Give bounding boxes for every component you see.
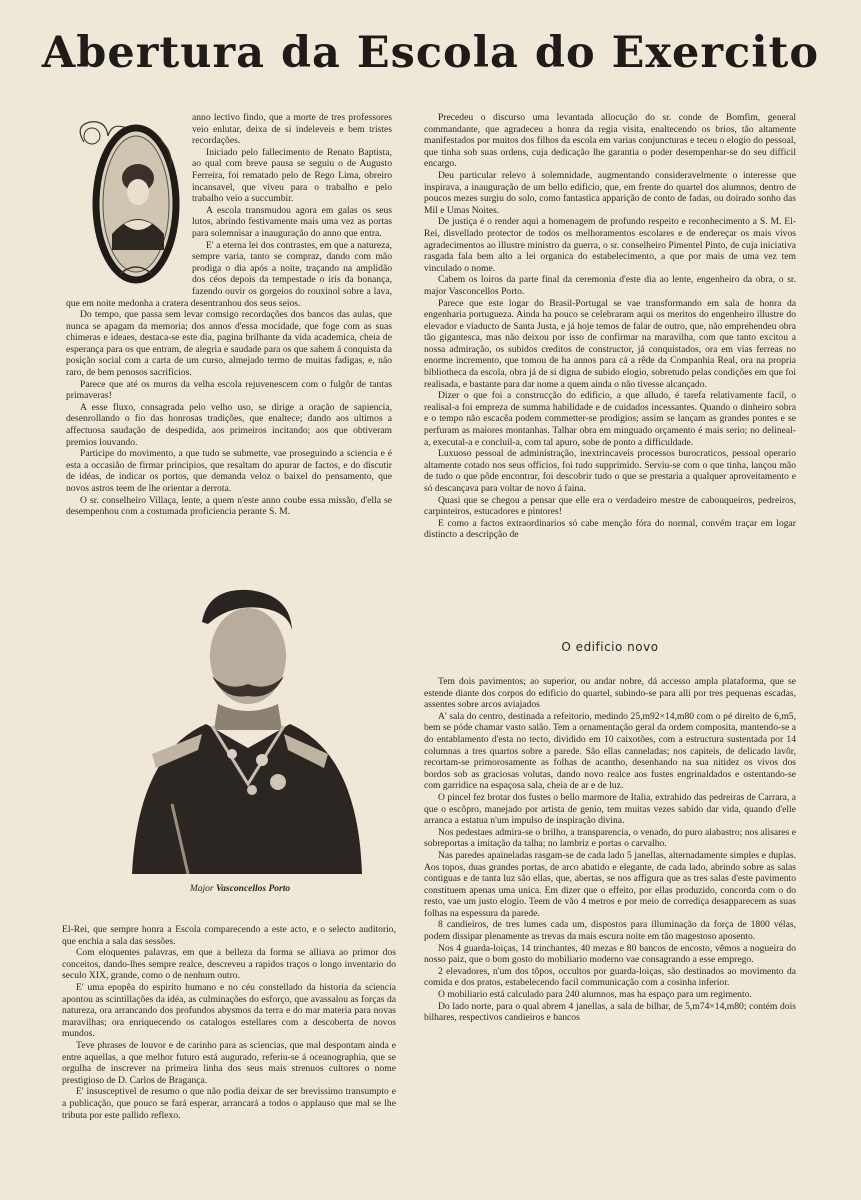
- paragraph: Nas paredes apaineladas rasgam-se de cada lado 5 janellas, alternadamente simples e duplas. Aos topos, duas grandes portas, de arco abatido e elegante, de cada lado, abrindo sobre as salas contiguas e de tanta luz são ellas, que, abertas, se nos affigura que as tres salas d'este pavimento constituem apenas uma unica. Em dizer que o effeito, por ellas produzido, concorda com o do resto, vae um justo elogio. Teem de vão 4 metros e por meio de corrediça desapparecem as suas folhas na espessura da parede.: [424, 849, 796, 919]
- right-column-bottom: [424, 676, 796, 1024]
- major-portrait-photo: [112, 584, 368, 874]
- paragraph: Luxuoso pessoal de administração, inextrincaveis processos burocraticos, pessoal operario altamente cotado nos seus officios, foi tudo supprimido. Serviu-se com o que tinha, lançou mão de tudo o que pôde encontrar, foi descobrir tudo o que se prestaria a qualquer aproveitamento e só descançava para voltar de novo á faina.: [424, 448, 796, 494]
- paragraph: El-Rei, que sempre honra a Escola comparecendo a este acto, e o selecto auditorio, que enchia a sala das sessões.: [62, 924, 396, 947]
- paragraph: O sr. conselheiro Villaça, lente, a quem n'este anno coube essa missão, d'ella se desempenhou com a costumada proficiencia perante S. M.: [66, 494, 392, 518]
- officer-portrait-icon: [112, 584, 368, 874]
- left-column-top: [66, 112, 392, 518]
- photo-caption: [112, 884, 368, 894]
- right-column-top: [424, 112, 796, 541]
- paragraph: A escola transmudou agora em galas os seus lutos, abrindo festivamente mais uma vez as portas para solemnisar a inauguração do anno que entra.: [192, 204, 392, 239]
- paragraph: Parece que este logar do Brasil-Portugal se vae transformando em sala de honra da engenharia portugueza. Ainda ha pouco se celebraram aqui os meritos do engenheiro illustre do elevador e viaducto de Santa Justa, e já hoje temos de falar de outro, que, não emprehendeu obra tão gigantesca, mas não deixou por isso de confirmar na maravilha, com que tanto excitou a nossa admiração, os subidos creditos de constructor, já conquistados, ora em vias ferreas no enorme incremento, que tomou de ha annos para cá a rêde da Companhia Real, ora na propria bibliotheca da escola, obra já de si digna de subido elogio, sobretudo pelas condições em que foi realisada, e bastante para dar nome a quem ainda o não tivesse alcançado.: [424, 297, 796, 390]
- oval-portrait-icon: [66, 112, 186, 284]
- paragraph: 2 elevadores, n'um dos tôpos, occultos por guarda-loiças, são destinados ao movimento da comida e dos pratos, estabelecendo facil communicação com a cosinha inferior.: [424, 965, 796, 989]
- paragraph: O mobiliario está calculado para 240 alumnos, mas ha espaço para um regimento.: [438, 989, 752, 1001]
- section-title: O edificio novo: [561, 640, 659, 654]
- paragraph: 8 candieiros, de tres lumes cada um, dispostos para illuminação da força de 1800 vélas, podem dissipar plenamente as trevas da mais escura noite em tão magestoso aposento.: [424, 919, 796, 943]
- paragraph: Quasi que se chegou a pensar que elle era o verdadeiro mestre de cabouqueiros, pedreiros, carpinteiros, estucadores e pintores!: [424, 494, 796, 518]
- paragraph: E' uma epopêa do espirito humano e no céu constellado da historia da sciencia apontou as scintillações da idéa, as culminações do esforço, que avassalou as forças da natureza, ora arrancando dos profundos abysmos da terra e do mar materia para novas maravilhas; ora enriquecendo os catalogos estellares com a descoberta de novos mundos.: [62, 981, 396, 1040]
- paragraph: De justiça é o render aqui a homenagem de profundo respeito e reconhecimento a S. M. El-Rei, disvellado protector de todos os melhoramentos escolares e de endereçar os mais vivos agradecimentos ao illustre ministro da guerra, o sr. conselheiro Pimentel Pinto, de cuja iniciativa rasgada fala bem alto a lei organica do estabelecimento, a que por mais de uma vez tem vinculado o nome.: [424, 216, 796, 274]
- paragraph: Nos pedestaes admira-se o brilho, a transparencia, o venado, do puro alabastro; nos alisares e sobreportas a imitação da talha; no lambriz e portas o carvalho.: [424, 826, 796, 850]
- paragraph: Deu particular relevo á solemnidade, augmentando consideravelmente o interesse que inspirava, a inauguração de um bello edificio, que, em frente do quartel dos alumnos, dentro de poucos mezes surgiu do solo, como fantastica apparição de conto de fadas, ou doirado sonho das Mil e Umas Noites.: [424, 169, 796, 216]
- paragraph: E' insusceptivel de resumo o que não podia deixar de ser brevissimo transumpto e a publicação, que pouco se fará esperar, arrancará a todos o applauso que mal se lhe tributa por este pallido reflexo.: [62, 1086, 396, 1121]
- paragraph: Precedeu o discurso uma levantada allocução do sr. conde de Bomfim, general commandante, que agradeceu a honra da regia visita, enaltecendo os brios, tão altamente manifestados por muitos dos filhos da escola em varias conjuncturas e teceu o elogio do pessoal, que tinha sob suas ordens, cuja dedicação lhe garantia o poder desempenhar-se do seu difficil encargo.: [424, 112, 796, 170]
- paragraph: Dizer o que foi a construcção do edificio, a que alludo, é tarefa relativamente facil, o realisal-a foi empreza de summa habilidade e de cuidados incessantes. Quando o dinheiro sobra e o tempo não escacêa podem commetter-se prodigios; assim se lançam as grandes pontes e se perfuram as maiores montanhas. Talhar obra em minguado orçamento é mais serio; no delineal-a, executal-a e concluil-a, com tal apuro, sobe de ponto a difficuldade.: [424, 390, 796, 448]
- oval-portrait-illustration: [66, 112, 186, 284]
- paragraph: Cabem os loiros da parte final da ceremonia d'este dia ao lente, engenheiro da obra, o sr. major Vasconcellos Porto.: [424, 274, 796, 297]
- caption-rank: Major: [189, 884, 214, 894]
- paragraph: Participe do movimento, a que tudo se submette, vae proseguindo a sciencia e é esta a occasião de firmar principios, que resaltam do apurar de factos, e do discutir de idéas, de indicar os portos, que demanda veloz o baixel do pensamento, que novos astros teem de lhe orientar a derrota.: [66, 448, 392, 494]
- paragraph: Do tempo, que passa sem levar comsigo recordações dos bancos das aulas, que nunca se apagam da memoria; dos annos d'essa mocidade, que foge com as suas chimeras e ideaes, destaca-se este dia, pagina brilhante da vida academica, cheia de esperança para os que entram, de alegria e saudade para os que sahem á conquista da posição social com a carta de um curso, almejado termo de muitas fadigas, e, não raro, de bem penosos sacrificios.: [66, 309, 392, 379]
- headline: Abertura da Escola do Exercito: [41, 28, 820, 78]
- paragraph: E como a factos extraordinarios só cabe menção fóra do normal, convém traçar em logar distincto a descripção de: [424, 517, 796, 541]
- paragraph: Teve phrases de louvor e de carinho para as sciencias, que mal despontam ainda e entre aquellas, a que melhor futuro está augurado, referiu-se á oceanographia, que se orgulha de inscrever na primeira linha dos seus mais strenuos cultores o nome prestigioso de D. Carlos de Bragança.: [62, 1039, 396, 1086]
- paragraph: A' sala do centro, destinada a refeitorio, medindo 25,m92×14,m80 com o pé direito de 6,m5, bem se póde chamar vasto salão. Tem a ornamentação geral da ordem composita, mantendo-se a do entablamento d'esta no tecto, dividido em 10 caixotões, com a estructura sustentada por 14 columnas a tres quartos sobre a parede. São ellas canneladas; nos capiteis, de delicado lavôr, recortam-se primorosamente as folhas de acantho, desenhando na sua nitidez os vivos dos bordos sob as graciosas volutas, dando novo realce aos fustes engrinaldados e ostentando-se com garridice na espaçosa sala, cheia de ar e de luz.: [424, 710, 796, 792]
- paragraph: O pincel fez brotar dos fustes o bello marmore de Italia, extrahido das pedreiras de Carrara, a que o escôpro, manejado por artista de genio, tem muitas vezes sabido dar vida, quando d'elle arranca a estatua n'um impulso de inspiração divina.: [424, 791, 796, 827]
- paragraph: Parece que até os muros da velha escola rejuvenescem com o fulgôr de tantas primaveras!: [66, 378, 392, 402]
- paragraph: A esse fluxo, consagrada pelo velho uso, se dirige a oração de sapiencia, desenrollando o fio das honrosas tradições, que enaltece; dando aos ultimos a affectuosa saudação de despedida, aos primeiros incitando; aos que obtiveram premios louvando.: [66, 401, 392, 448]
- left-column-bottom: [62, 924, 396, 1121]
- caption-name: Vasconcellos Porto: [215, 884, 291, 894]
- paragraph: Nos 4 guarda-loiças, 14 trinchantes, 40 mezas e 80 bancos de encosto, vêmos a nogueira do nosso paiz, que o bom gosto do mobiliario moderno vae consagrando a esse emprego.: [424, 942, 796, 966]
- paragraph: anno lectivo findo, que a morte de tres professores veio enlutar, deixa de si indeleveis e bem tristes recordações.: [192, 112, 392, 147]
- paragraph: Tem dois pavimentos; ao superior, ou andar nobre, dá accesso ampla plataforma, que se estende diante dos corpos do edificio do quartel, subindo-se para alli por tres pequenas escadas, assentes sobre arcos aviajados: [424, 676, 796, 711]
- paragraph: Do lado norte, para o qual abrem 4 janellas, a sala de bilhar, de 5,m74×14,m80; contém dois bilhares, respectivos candieiros e bancos: [424, 1000, 796, 1024]
- paragraph: Iniciado pelo fallecimento de Renato Baptista, ao qual com breve pausa se seguiu o de Augusto Ferreira, foi rematado pelo de Rego Lima, obreiro incansavel, que viveu para o trabalho e pelo trabalho veio a succumbir.: [192, 146, 392, 205]
- paragraph: Com eloquentes palavras, em que a belleza da forma se alliava ao primor dos conceitos, dando-lhes sempre realce, descreveu a rapidos traços o longo inventario do seculo XIX, grande, como o de nenhum outro.: [62, 947, 396, 982]
- paragraph: E' a eterna lei dos contrastes, em que a natureza, sempre varia, tanto se compraz, dando com mão prodiga o dia após a noite, traçando na amplidão dos céos depois da tempestade o iris da bonança, fazendo ouvir os gorgeios do rouxinol sobre a lava, que em noite medonha a cratera desentranhou dos seus seios.: [66, 239, 392, 309]
